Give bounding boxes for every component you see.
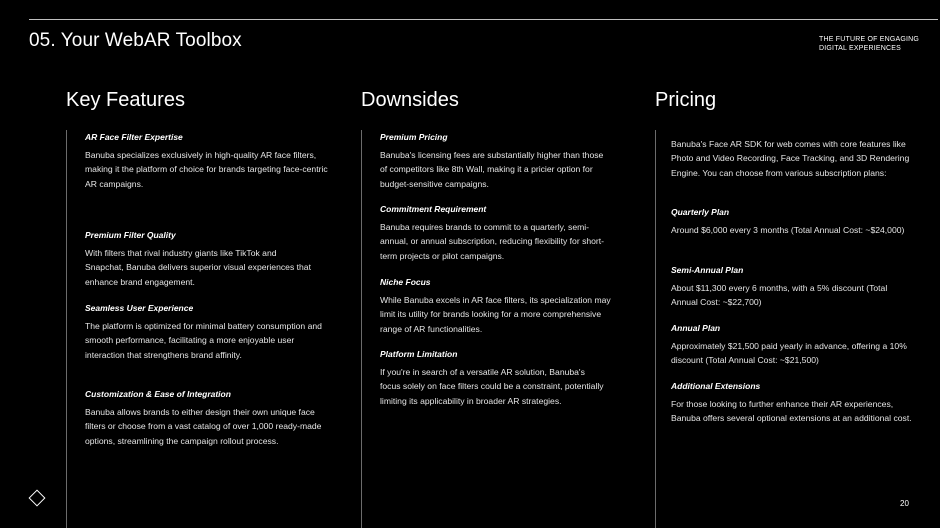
- feature-title: Seamless User Experience: [85, 303, 194, 313]
- column-divider: [655, 130, 656, 528]
- column-heading-downsides: Downsides: [361, 89, 459, 111]
- plan-title: Quarterly Plan: [671, 207, 730, 217]
- column-divider: [66, 130, 67, 528]
- plan-title: Semi-Annual Plan: [671, 265, 744, 275]
- plan-text: For those looking to further enhance their AR experiences, Banuba offers several optional extensions at an additional cost.: [671, 399, 912, 424]
- downside-title: Commitment Requirement: [380, 204, 487, 214]
- plan-text: Approximately $21,500 paid yearly in advance, offering a 10% discount (Total Annual Cost: ~$21,500): [671, 341, 907, 366]
- feature-text: The platform is optimized for minimal battery consumption and smooth performance, facilitating a more enjoyable user interaction that strengthens brand affinity.: [85, 321, 322, 360]
- plan-text: About $11,300 every 6 months, with a 5% discount (Total Annual Cost: ~$22,700): [671, 283, 888, 308]
- feature-title: Premium Filter Quality: [85, 230, 176, 240]
- downside-text: Banuba's licensing fees are substantially higher than those of competitors like 8th Wall, making it a pricier option for budget-sensitive campaigns.: [380, 150, 604, 189]
- downside-title: Premium Pricing: [380, 132, 448, 142]
- column-heading-features: Key Features: [66, 89, 185, 111]
- page-number: 20: [900, 499, 909, 508]
- column-heading-pricing: Pricing: [655, 89, 717, 111]
- feature-text: Banuba allows brands to either design their own unique face filters or choose from a vast catalog of over 1,000 ready-made options, streamlining the campaign rollout process.: [85, 407, 322, 446]
- feature-text: Banuba specializes exclusively in high-quality AR face filters, making it the platform of choice for brands targeting face-centric AR campaigns.: [85, 150, 328, 189]
- feature-text: With filters that rival industry giants like TikTok and Snapchat, Banuba delivers superior visual experiences that enhance brand engagement.: [85, 248, 311, 287]
- downside-text: If you're in search of a versatile AR solution, Banuba's focus solely on face filters could be a constraint, potentially limiting its applicability in broader AR strategies.: [380, 367, 604, 406]
- downside-text: While Banuba excels in AR face filters, its specialization may limit its utility for brands looking for a more comprehensive range of AR functionalities.: [380, 295, 611, 334]
- page-title: 05. Your WebAR Toolbox: [29, 30, 242, 51]
- top-divider: [29, 19, 938, 20]
- tagline: [819, 35, 919, 53]
- plan-title: Annual Plan: [671, 323, 721, 333]
- downside-text: Banuba requires brands to commit to a quarterly, semi-annual, or annual subscription, reducing flexibility for short-term projects or pilot campaigns.: [380, 222, 605, 261]
- feature-title: AR Face Filter Expertise: [85, 132, 183, 142]
- plan-title: Additional Extensions: [671, 381, 761, 391]
- downside-title: Platform Limitation: [380, 349, 458, 359]
- tagline-line-2: DIGITAL EXPERIENCES: [819, 45, 901, 52]
- downside-title: Niche Focus: [380, 277, 431, 287]
- diamond-outline-icon: [29, 490, 46, 507]
- pricing-intro: Banuba's Face AR SDK for web comes with core features like Photo and Video Recording, Face Tracking, and 3D Rendering Engine. You can choose from various subscription plans:: [671, 139, 910, 178]
- column-divider: [361, 130, 362, 528]
- feature-title: Customization & Ease of Integration: [85, 389, 231, 399]
- tagline-line-1: THE FUTURE OF ENGAGING: [819, 36, 920, 43]
- plan-text: Around $6,000 every 3 months (Total Annual Cost: ~$24,000): [671, 225, 905, 235]
